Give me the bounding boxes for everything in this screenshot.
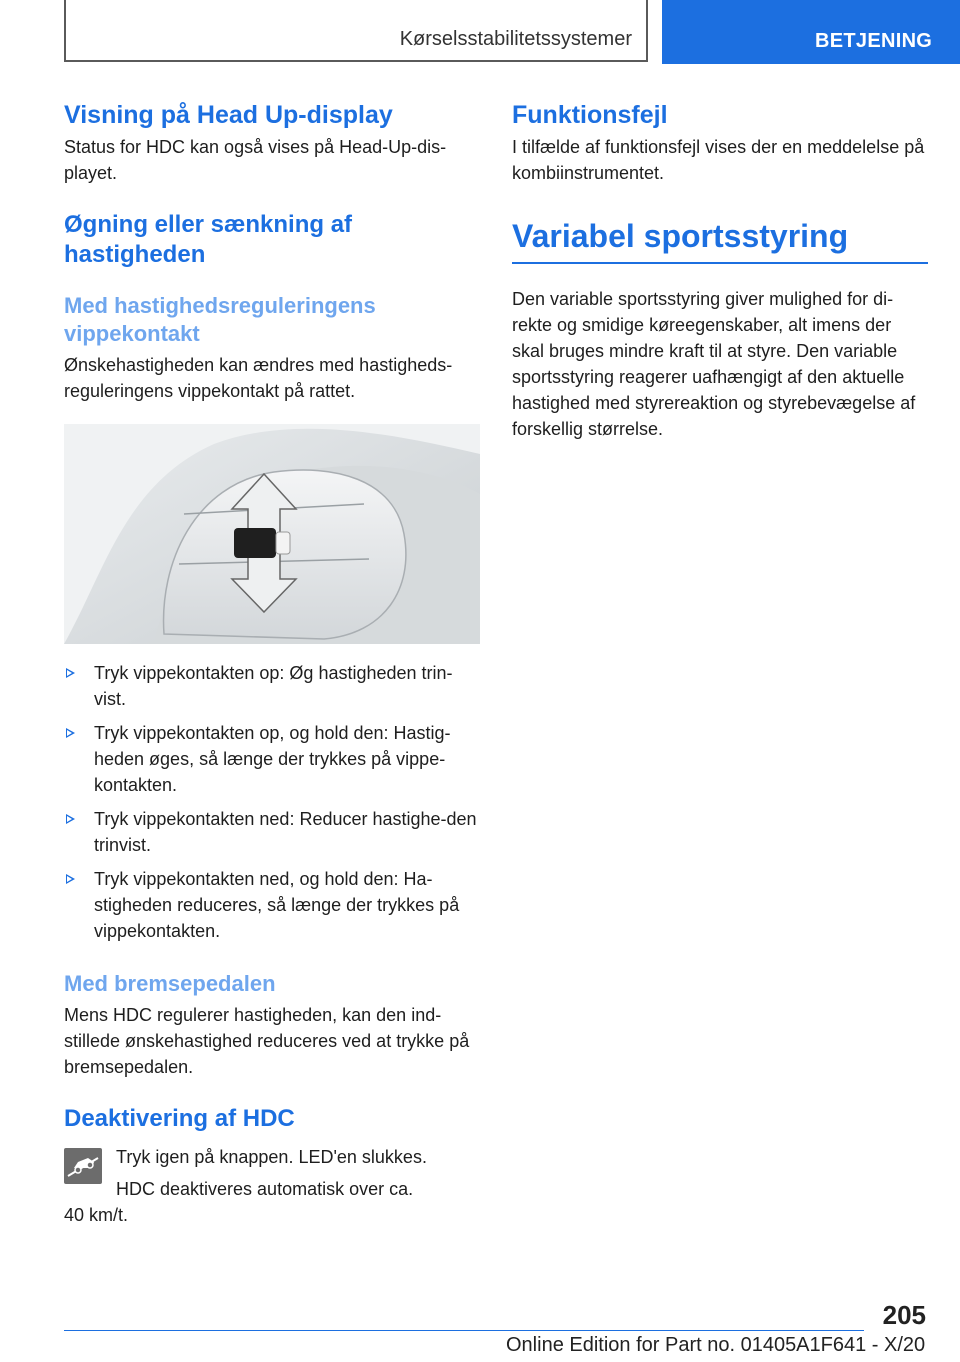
paragraph-deactivate-2: HDC deaktiveres automatisk over ca. xyxy=(116,1179,414,1199)
rocker-instructions-list xyxy=(64,660,480,944)
footer-divider xyxy=(64,1330,864,1331)
paragraph-head-up-display: Status for HDC kan også vises på Head-Up-dis-playet. xyxy=(64,137,447,183)
list-item-text: Tryk vippekontakten ned, og hold den: Ha-stigheden reduceres, så længe der trykkes på vippekontakten. xyxy=(94,869,460,941)
header-chapter-tab: BETJENING xyxy=(662,0,960,64)
paragraph-deactivate-3: 40 km/t. xyxy=(64,1205,129,1225)
list-item-text: Tryk vippekontakten op, og hold den: Hastig-heden øges, så længe der trykkes på vippe-kontakten. xyxy=(94,723,451,795)
list-item-text: Tryk vippekontakten op: Øg hastigheden trin-vist. xyxy=(94,663,453,709)
list-item xyxy=(64,720,480,798)
list-item xyxy=(64,806,480,858)
heading-head-up-display: Visning på Head Up-display xyxy=(64,101,393,129)
bullet-triangle-icon xyxy=(66,814,75,824)
heading-deactivate-hdc: Deaktivering af HDC xyxy=(64,1105,295,1132)
page-number: 205 xyxy=(882,1300,926,1330)
heading-speed-adjust: Øgning eller sænkning af hastigheden xyxy=(64,211,353,268)
bullet-triangle-icon xyxy=(66,728,75,738)
hdc-deactivate-block xyxy=(64,1144,480,1228)
header-section-title: Kørselsstabilitetssystemer xyxy=(399,28,632,50)
bullet-triangle-icon xyxy=(66,874,75,884)
footer-edition-text: Online Edition for Part no. 01405A1F641 - X/20 xyxy=(506,1334,926,1356)
right-column xyxy=(512,100,928,442)
paragraph-deactivate-1: Tryk igen på knappen. LED'en slukkes. xyxy=(116,1147,427,1167)
bullet-triangle-icon xyxy=(66,668,75,678)
paragraph-rocker-switch: Ønskehastigheden kan ændres med hastigheds-reguleringens vippekontakt på rattet. xyxy=(64,355,453,401)
hdc-car-downhill-icon xyxy=(64,1148,102,1184)
heading-malfunction: Funktionsfejl xyxy=(512,101,668,129)
heading-brake-pedal: Med bremsepedalen xyxy=(64,971,276,996)
list-item xyxy=(64,866,480,944)
page-header xyxy=(0,0,960,66)
steering-wheel-rocker-illustration xyxy=(64,424,480,644)
paragraph-brake-pedal: Mens HDC regulerer hastigheden, kan den ind-stillede ønskehastighed reduceres ved at trykke på bremsepedalen. xyxy=(64,1005,470,1077)
list-item xyxy=(64,660,480,712)
left-column xyxy=(64,100,480,1228)
paragraph-variable-sport-steering: Den variable sportsstyring giver mulighed for di-rekte og smidige køreegenskaber, alt imens der skal bruges mindre kraft til at styre. Den variable sportsstyring reagerer uafhængigt af den aktuelle hastighed med styrereaktion og styrebevægelse af forskellig størrelse. xyxy=(512,289,916,439)
heading-rocker-switch: Med hastighedsreguleringens vippekontakt xyxy=(64,293,376,346)
header-section-box xyxy=(64,0,648,62)
list-item-text: Tryk vippekontakten ned: Reducer hastighe-den trinvist. xyxy=(94,809,477,855)
steering-wheel-figure xyxy=(64,424,480,644)
heading-variable-sport-steering: Variabel sportsstyring xyxy=(512,216,928,264)
paragraph-malfunction: I tilfælde af funktionsfejl vises der en meddelelse på kombiinstrumentet. xyxy=(512,137,925,183)
